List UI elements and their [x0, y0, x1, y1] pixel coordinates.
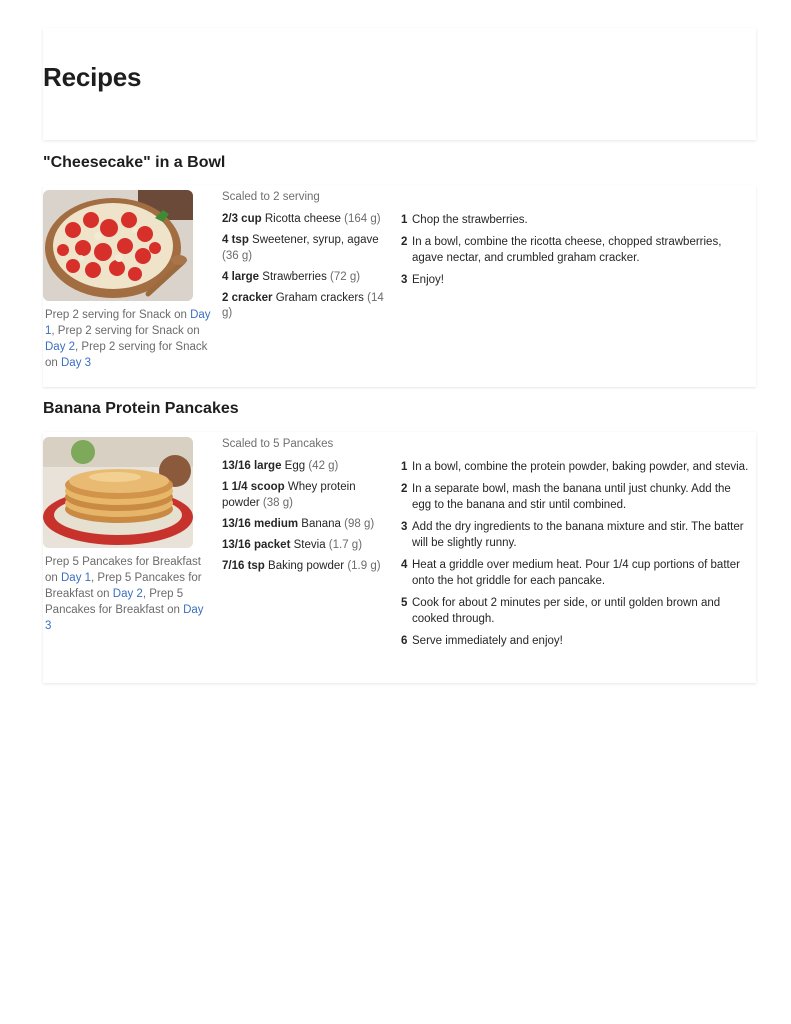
step-number: 3 — [401, 521, 408, 533]
step-text: In a bowl, combine the ricotta cheese, chopped strawberries, agave nectar, and crumbled graham cracker. — [412, 236, 722, 264]
prep-note — [45, 554, 213, 634]
day-2-link[interactable]: Day 2 — [112, 588, 143, 600]
scaled-to-label: Scaled to 5 Pancakes — [222, 438, 334, 450]
recipe-title: Banana Protein Pancakes — [43, 400, 239, 417]
ingredient-qty: 13/16 packet — [222, 538, 291, 551]
ingredient-grams: (14 g) — [222, 291, 384, 319]
ingredient-name: Egg — [284, 460, 306, 472]
prep-text: , Prep 2 serving for Snack on — [51, 325, 200, 337]
step-list — [401, 459, 751, 655]
step-number: 4 — [401, 559, 408, 571]
day-3-link[interactable]: Day 3 — [61, 357, 92, 369]
ingredient-name: Banana — [301, 517, 341, 530]
ingredient-name: Baking powder — [268, 559, 345, 572]
ingredient-qty: 4 tsp — [222, 234, 249, 246]
step-text: Heat a griddle over medium heat. Pour 1/4 cup portions of batter onto the hot griddle for each pancake. — [412, 559, 740, 587]
step-text: Serve immediately and enjoy! — [412, 635, 563, 647]
prep-text: Prep 5 Pancakes for Breakfast on — [45, 556, 201, 584]
ingredient-grams: (38 g) — [262, 496, 293, 509]
day-3-link[interactable]: Day 3 — [45, 604, 204, 632]
prep-text: , Prep 2 serving for Snack on — [45, 341, 208, 369]
ingredient-item — [222, 538, 392, 554]
prep-text: Prep 2 serving for Snack on — [45, 309, 191, 321]
step-item — [401, 595, 751, 627]
page-title: Recipes — [43, 62, 142, 92]
day-1-link[interactable]: Day 1 — [61, 572, 92, 584]
ingredient-grams: (164 g) — [344, 213, 381, 225]
ingredient-qty: 2 cracker — [222, 291, 273, 304]
day-2-link[interactable]: Day 2 — [45, 341, 76, 353]
ingredient-list — [222, 212, 392, 327]
step-item — [401, 481, 751, 513]
step-number: 6 — [401, 635, 408, 647]
recipe-card-banana-pancakes — [43, 432, 756, 683]
ingredient-item — [222, 233, 392, 264]
strawberry-ricotta-bowl-photo — [43, 190, 193, 301]
step-text: In a bowl, combine the protein powder, baking powder, and stevia. — [412, 461, 749, 473]
step-number: 1 — [401, 214, 408, 226]
ingredient-item — [222, 480, 392, 511]
step-item — [401, 272, 751, 288]
page-header — [43, 28, 756, 140]
step-text: Enjoy! — [412, 274, 444, 286]
step-item — [401, 212, 751, 228]
ingredient-item — [222, 212, 392, 228]
prep-text: , Prep 5 Pancakes for Breakfast on — [45, 572, 202, 600]
step-number: 1 — [401, 461, 408, 473]
step-item — [401, 633, 751, 649]
ingredient-qty: 2/3 cup — [222, 213, 262, 225]
ingredient-grams: (36 g) — [222, 249, 253, 262]
ingredient-grams: (98 g) — [344, 517, 375, 530]
ingredient-grams: (72 g) — [330, 270, 361, 283]
ingredient-item — [222, 559, 392, 575]
prep-text: , Prep 5 Pancakes for Breakfast on — [45, 588, 184, 616]
step-text: Add the dry ingredients to the banana mixture and stir. The batter will be slightly runny. — [412, 521, 744, 549]
step-item — [401, 557, 751, 589]
step-list — [401, 212, 751, 294]
ingredient-name: Strawberries — [262, 270, 327, 283]
ingredient-name: Sweetener, syrup, agave — [252, 234, 379, 246]
ingredient-qty: 7/16 tsp — [222, 559, 265, 572]
ingredient-name: Graham crackers — [275, 291, 364, 304]
ingredient-item — [222, 291, 392, 322]
step-number: 2 — [401, 236, 408, 248]
ingredient-qty: 4 large — [222, 270, 260, 283]
prep-note — [45, 307, 213, 371]
step-text: Cook for about 2 minutes per side, or until golden brown and cooked through. — [412, 597, 721, 625]
recipe-card-cheesecake — [43, 185, 756, 387]
ingredient-name: Ricotta cheese — [264, 213, 341, 225]
ingredient-grams: (42 g) — [308, 460, 339, 472]
ingredient-qty: 1 1/4 scoop — [222, 481, 285, 493]
step-item — [401, 519, 751, 551]
step-number: 2 — [401, 483, 408, 495]
ingredient-qty: 13/16 medium — [222, 517, 299, 530]
ingredient-grams: (1.9 g) — [347, 559, 381, 572]
pancake-stack-photo — [43, 437, 193, 548]
ingredient-name: Whey protein powder — [222, 481, 356, 509]
step-item — [401, 234, 751, 266]
ingredient-item — [222, 517, 392, 533]
step-text: In a separate bowl, mash the banana until just chunky. Add the egg to the banana and stir until combined. — [412, 483, 731, 511]
ingredient-item — [222, 270, 392, 286]
step-text: Chop the strawberries. — [412, 214, 528, 226]
recipe-title: "Cheesecake" in a Bowl — [43, 154, 226, 171]
step-item — [401, 459, 751, 475]
ingredient-list — [222, 459, 392, 580]
step-number: 5 — [401, 597, 408, 609]
ingredient-item — [222, 459, 392, 475]
day-1-link[interactable]: Day 1 — [45, 309, 211, 337]
scaled-to-label: Scaled to 2 serving — [222, 191, 320, 203]
ingredient-grams: (1.7 g) — [328, 538, 363, 551]
step-number: 3 — [401, 274, 408, 286]
ingredient-name: Stevia — [293, 538, 326, 551]
ingredient-qty: 13/16 large — [222, 460, 282, 472]
